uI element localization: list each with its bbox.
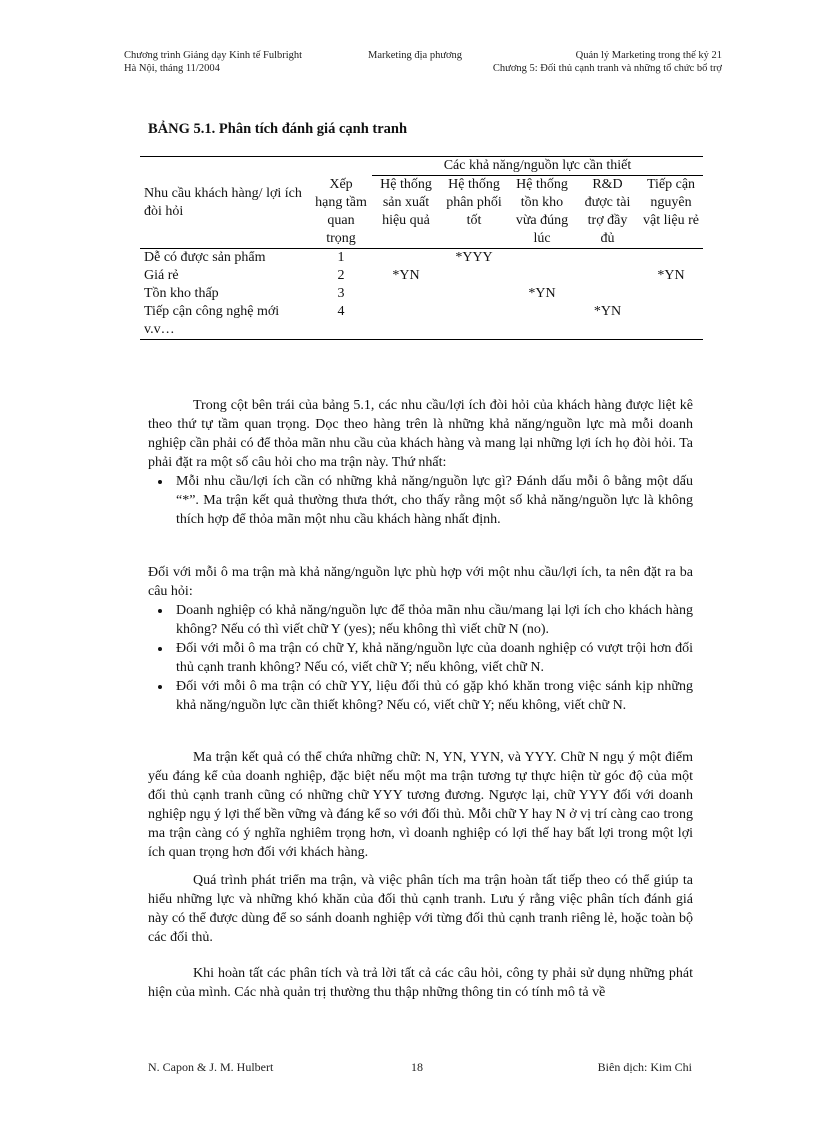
table-row (140, 321, 703, 340)
table-cell (576, 267, 639, 285)
table-cell (576, 321, 639, 340)
body-paragraph: Trong cột bên trái của bảng 5.1, các nhu cầu/lợi ích đòi hỏi của khách hàng được liệt kê theo thứ tự tầm quan trọng. Dọc theo hàng trên là những khả năng/nguồn lực mà mỗi doanh nghiệp cần phải có để thỏa mãn nhu cầu của khách hàng và mang lại những lợi ích họ đòi hỏi. Ta phải đặt ra một số câu hỏi cho ma trận này. Thứ nhất: (148, 398, 693, 470)
col-header-importance: Xếp hạng tầm quan trọng (310, 176, 372, 249)
table-cell: 3 (337, 286, 345, 301)
body-section-5 (148, 964, 693, 1002)
header-left (124, 49, 302, 75)
table-cell (639, 249, 703, 268)
page-number: 18 (411, 1060, 423, 1074)
table-cell (372, 321, 440, 340)
body-section-4 (148, 871, 693, 947)
bullet-list (148, 601, 693, 715)
header-program: Chương trình Giảng dạy Kinh tế Fulbright (124, 50, 303, 61)
table-cell (440, 267, 508, 285)
table-cell: *YN (528, 286, 556, 301)
table-cell (508, 303, 576, 321)
table-cell: Tồn kho thấp (144, 286, 219, 301)
bullet-item: • Doanh nghiệp có khả năng/nguồn lực để thỏa mãn nhu cầu/mang lại lợi ích cho khách hàng không? Nếu có thì viết chữ Y (yes); nếu không thì viết chữ N (no). (172, 601, 693, 639)
footer-translator: Biên dịch: Kim Chi (597, 1060, 692, 1074)
header-date: Hà Nội, tháng 11/2004 (124, 63, 220, 74)
table-group-header: Các khả năng/nguồn lực cần thiết (372, 157, 703, 176)
table-cell: *YN (392, 268, 420, 283)
body-section-3 (148, 748, 693, 862)
table-header-row (140, 176, 703, 249)
table-cell (639, 321, 703, 340)
col-header-production: Hệ thống sản xuất hiệu quả (372, 176, 440, 249)
bullet-list (148, 472, 693, 529)
table-cell: Giá rẻ (144, 268, 179, 283)
table-cell: *YN (657, 268, 685, 283)
body-paragraph: Khi hoàn tất các phân tích và trả lời tất cả các câu hỏi, công ty phải sử dụng những phát hiện của mình. Các nhà quản trị thường thu thập những thông tin có tính mô tả về (148, 966, 693, 1000)
table-cell (508, 267, 576, 285)
table-row (140, 267, 703, 285)
bullet-item: • Đối với mỗi ô ma trận có chữ YY, liệu đối thủ có gặp khó khăn trong việc sánh kịp những khả năng/nguồn lực cần thiết không? Nếu có, viết chữ Y; nếu không, viết chữ N. (172, 677, 693, 715)
table-cell: v.v… (140, 321, 310, 340)
table-row (140, 285, 703, 303)
bullet-item: • Đối với mỗi ô ma trận có chữ Y, khả năng/nguồn lực của doanh nghiệp có vượt trội hơn đối thủ cạnh tranh không? Nếu có, viết chữ Y; nếu không, viết chữ N. (172, 639, 693, 677)
table-cell (440, 303, 508, 321)
body-paragraph: Đối với mỗi ô ma trận mà khả năng/nguồn lực phù hợp với một nhu cầu/lợi ích, ta nên đặt ra ba câu hỏi: (148, 565, 693, 599)
table-cell (372, 303, 440, 321)
body-section-1 (148, 396, 693, 529)
col-header-rnd: R&D được tài trợ đầy đủ (576, 176, 639, 249)
table-cell (310, 321, 372, 340)
table-cell (508, 321, 576, 340)
table-cell: *YYY (455, 250, 493, 265)
footer-authors: N. Capon & J. M. Hulbert (148, 1060, 274, 1074)
bullet-item: • Mỗi nhu cầu/lợi ích cần có những khả năng/nguồn lực gì? Đánh dấu mỗi ô bằng một dấu “*”. Ma trận kết quả thường thưa thớt, cho thấy rằng một số khả năng/nguồn lực là không thích hợp để thỏa mãn một nhu cầu khách hàng nhất định. (172, 472, 693, 529)
table-cell (372, 249, 440, 268)
col-header-inventory: Hệ thống tồn kho vừa đúng lúc (508, 176, 576, 249)
table-cell: Dễ có được sản phẩm (144, 250, 266, 265)
col-header-distribution: Hệ thống phân phối tốt (440, 176, 508, 249)
table-cell (639, 285, 703, 303)
table-row (140, 303, 703, 321)
table-cell: 4 (337, 304, 345, 319)
header-course: Quản lý Marketing trong thế kỷ 21 (575, 50, 722, 61)
table-cell (576, 285, 639, 303)
table-cell (372, 285, 440, 303)
table-row (140, 249, 703, 268)
col-header-materials: Tiếp cận nguyên vật liệu rẻ (639, 176, 703, 249)
table-cell: *YN (593, 304, 622, 319)
header-right (493, 49, 722, 75)
header-chapter: Chương 5: Đối thủ cạnh tranh và những tổ chức bổ trợ (492, 63, 722, 74)
table-cell (440, 285, 508, 303)
table-cell: 1 (337, 250, 345, 265)
table-cell (508, 249, 576, 268)
table-cell (440, 321, 508, 340)
competitive-analysis-table (140, 156, 703, 340)
table-cell: Tiếp cận công nghệ mới (144, 304, 280, 319)
header-center: Marketing địa phương (368, 50, 463, 61)
table-cell: 2 (337, 268, 345, 283)
body-paragraph: Ma trận kết quả có thể chứa những chữ: N, YN, YYN, và YYY. Chữ N ngụ ý một điểm yếu đáng kể của doanh nghiệp, đặc biệt nếu một ma trận tương tự thực hiện từ góc độ của một đối thủ cạnh tranh cũng có những chữ YYY tương đương. Ngược lại, chữ YYY đối với doanh nghiệp ngụ ý lợi thế bền vững và đáng kể so với đối thủ. Mỗi chữ Y hay N ở vị trí càng cao trong ma trận càng có ý nghĩa nghiêm trọng hơn, vì doanh nghiệp có lợi thế hay bất lợi trong một lợi ích quan trọng hơn đối với khách hàng. (148, 750, 693, 860)
table-cell (639, 303, 703, 321)
body-section-2 (148, 563, 693, 715)
body-paragraph: Quá trình phát triển ma trận, và việc phân tích ma trận hoàn tất tiếp theo có thể giúp ta hiểu những lực và những khó khăn của đối thủ cạnh tranh. Lưu ý rằng việc phân tích đánh giá này có thể được dùng để so sánh doanh nghiệp với từng đối thủ cạnh tranh riêng lẻ, hoặc toàn bộ các đối thủ. (148, 873, 693, 945)
col-header-needs: Nhu cầu khách hàng/ lợi ích đòi hỏi (140, 176, 310, 249)
table-cell (576, 249, 639, 268)
table-title: BẢNG 5.1. Phân tích đánh giá cạnh tranh (148, 121, 408, 137)
